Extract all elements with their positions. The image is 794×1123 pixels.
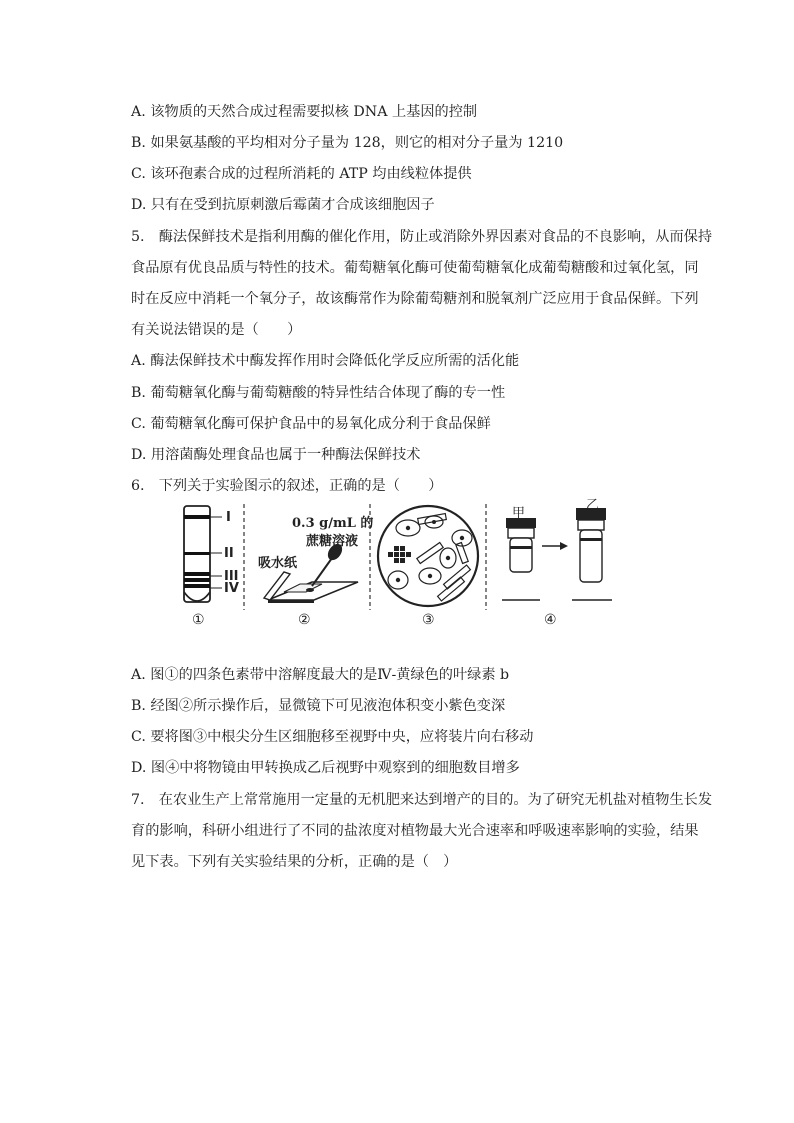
slide-with-dropper bbox=[264, 541, 358, 603]
q7-stem-line-3: 见下表。下列有关实验结果的分析，正确的是（ ） bbox=[131, 854, 458, 870]
q5-option-c: C. 葡萄糖氧化酶可保护食品中的易氧化成分利于食品保鲜 bbox=[131, 416, 491, 432]
microscope-field bbox=[378, 506, 478, 606]
arrow-head-icon bbox=[560, 542, 568, 550]
chromatography-strip bbox=[184, 506, 222, 602]
panel-number-1: ① bbox=[192, 612, 205, 628]
panel-number-2: ② bbox=[298, 612, 311, 628]
q6-stem: 6. 下列关于实验图示的叙述，正确的是（ ） bbox=[131, 478, 443, 494]
q6-option-b: B. 经图②所示操作后，显微镜下可见液泡体积变小紫色变深 bbox=[131, 698, 506, 714]
q5-option-d: D. 用溶菌酶处理食品也属于一种酶法保鲜技术 bbox=[131, 447, 421, 463]
band-label-ii: II bbox=[224, 546, 234, 561]
lens-label-yi: 乙 bbox=[586, 498, 600, 513]
q7-stem-line-1: 7. 在农业生产上常常施用一定量的无机肥来达到增产的目的。为了研究无机盐对植物生长发 bbox=[131, 792, 713, 808]
lens-label-jia: 甲 bbox=[512, 506, 526, 521]
q6-option-c: C. 要将图③中根尖分生区细胞移至视野中央，应将装片向右移动 bbox=[131, 729, 534, 745]
sucrose-label-line1: 0.3 g/mL 的 bbox=[292, 516, 374, 531]
panel-number-3: ③ bbox=[422, 612, 435, 628]
experiment-figure bbox=[172, 500, 624, 636]
q5-stem-line-3: 时在反应中消耗一个氧分子，故该酶常作为除葡萄糖剂和脱氧剂广泛应用于食品保鲜。下列 bbox=[131, 291, 699, 307]
q4-option-d: D. 只有在受到抗原刺激后霉菌才合成该细胞因子 bbox=[131, 197, 435, 213]
band-label-i: I bbox=[226, 510, 231, 525]
q5-stem-line-4: 有关说法错误的是（ ） bbox=[131, 322, 302, 338]
sucrose-label-line2: 蔗糖溶液 bbox=[306, 534, 359, 549]
q5-stem-line-1: 5. 酶法保鲜技术是指利用酶的催化作用，防止或消除外界因素对食品的不良影响，从而保持 bbox=[131, 229, 713, 245]
q6-option-a: A. 图①的四条色素带中溶解度最大的是Ⅳ-黄绿色的叶绿素 b bbox=[131, 667, 510, 683]
q5-option-b: B. 葡萄糖氧化酶与葡萄糖酸的特异性结合体现了酶的专一性 bbox=[131, 385, 506, 401]
q6-option-d: D. 图④中将物镜由甲转换成乙后视野中观察到的细胞数目增多 bbox=[131, 760, 520, 776]
panel-number-4: ④ bbox=[544, 612, 557, 628]
q4-option-b: B. 如果氨基酸的平均相对分子量为 128，则它的相对分子量为 1210 bbox=[131, 135, 564, 151]
q4-option-c: C. 该环孢素合成的过程所消耗的 ATP 均由线粒体提供 bbox=[131, 166, 472, 182]
band-label-iv: IV bbox=[224, 581, 239, 596]
q7-stem-line-2: 育的影响，科研小组进行了不同的盐浓度对植物最大光合速率和呼吸速率影响的实验，结果 bbox=[131, 823, 699, 839]
objective-lens-jia bbox=[502, 518, 540, 600]
q4-option-a: A. 该物质的天然合成过程需要拟核 DNA 上基因的控制 bbox=[131, 104, 478, 120]
q5-option-a: A. 酶法保鲜技术中酶发挥作用时会降低化学反应所需的活化能 bbox=[131, 353, 520, 369]
absorbent-paper-label: 吸水纸 bbox=[258, 556, 298, 571]
q5-stem-line-2: 食品原有优良品质与特性的技术。葡萄糖氧化酶可使葡萄糖氧化成葡萄糖酸和过氧化氢，同 bbox=[131, 260, 699, 276]
band-label-iii: III bbox=[224, 569, 239, 584]
objective-lens-yi bbox=[572, 508, 612, 600]
